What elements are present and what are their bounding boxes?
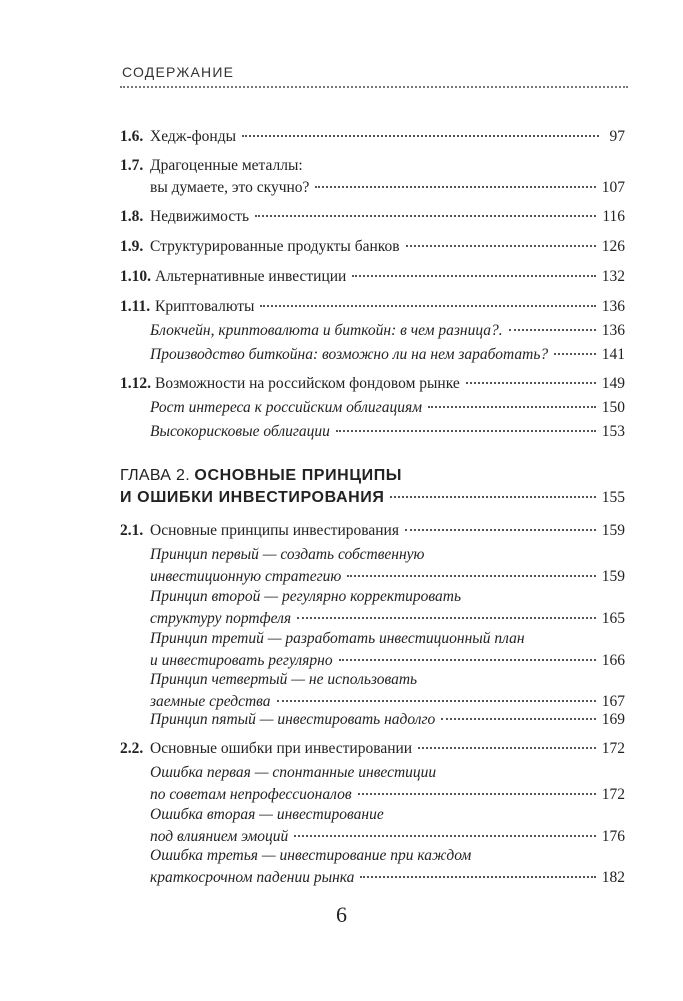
leader-dots (297, 617, 596, 619)
toc-subentry-title-line2: инвестиционную стратегию (150, 568, 342, 585)
leader-dots (339, 659, 596, 661)
leader-dots (509, 329, 596, 331)
toc-subentry-title: Принцип пятый — инвестировать надолго (150, 711, 436, 728)
toc-subentry-title: Рост интереса к российским облигациям (150, 399, 423, 416)
leader-dots (418, 747, 596, 749)
toc-subentry-blockchain[interactable] (120, 320, 625, 342)
header-dotted-rule (120, 86, 628, 88)
toc-entry-number: 1.12. (120, 375, 151, 392)
toc-entry-1-10[interactable] (120, 266, 625, 288)
toc-subentry-principle-3[interactable] (120, 628, 625, 672)
toc-subentry-page: 136 (601, 322, 625, 339)
leader-dots (428, 406, 596, 408)
toc-subentry-title-line2: заемные средства (150, 693, 271, 710)
leader-dots (347, 575, 595, 577)
toc-entry-page: 132 (601, 268, 625, 285)
toc-subentry-mistake-1[interactable] (120, 762, 625, 806)
toc-entry-title: Основные ошибки при инвестировании (150, 740, 413, 757)
toc-subentry-bitcoin-mining[interactable] (120, 344, 625, 366)
toc-entry-title: Альтернативные инвестиции (155, 268, 347, 285)
leader-dots (405, 529, 596, 531)
toc-entry-page: 149 (601, 375, 625, 392)
leader-dots (260, 305, 595, 307)
toc-entry-title-line1: Драгоценные металлы: (150, 157, 303, 174)
toc-entry-number: 1.6. (120, 128, 144, 145)
toc-subentry-title-line2: под влиянием эмоций (150, 828, 289, 845)
toc-subentry-principle-4[interactable] (120, 669, 625, 713)
toc-entry-2-2[interactable] (120, 738, 625, 760)
toc-subentry-title: Высокорисковые облигации (150, 423, 330, 440)
leader-dots (242, 135, 599, 137)
toc-subentry-page: 150 (601, 399, 625, 416)
toc-subentry-title-line1: Принцип первый — создать собственную (150, 546, 425, 563)
toc-entry-title: Хедж-фонды (150, 128, 237, 145)
toc-subentry-title-line1: Ошибка вторая — инвестирование (150, 806, 384, 823)
toc-subentry-mistake-3[interactable] (120, 845, 625, 889)
toc-entry-page: 116 (602, 208, 625, 225)
toc-subentry-title-line2: краткосрочном падении рынка (150, 869, 355, 886)
toc-entry-2-1[interactable] (120, 520, 625, 542)
leader-dots (336, 430, 596, 432)
toc-entry-page: 97 (609, 128, 625, 145)
toc-entry-1-6[interactable] (120, 126, 625, 148)
toc-entry-number: 1.8. (120, 208, 144, 225)
toc-entry-number: 1.7. (120, 157, 144, 174)
leader-dots (358, 793, 596, 795)
leader-dots (466, 382, 596, 384)
toc-entry-number: 1.9. (120, 238, 144, 255)
toc-subentry-page: 169 (601, 711, 625, 728)
toc-entry-title: Структурированные продукты банков (150, 238, 400, 255)
toc-subentry-high-risk-bonds[interactable] (120, 421, 625, 443)
toc-subentry-title: Производство биткойна: возможно ли на нем заработать? (150, 346, 549, 363)
toc-subentry-page: 176 (601, 828, 625, 845)
toc-subentry-page: 153 (601, 423, 625, 440)
toc-entry-title: Криптовалюты (155, 298, 255, 315)
toc-subentry-principle-5[interactable] (120, 709, 625, 731)
toc-subentry-page: 167 (601, 693, 625, 710)
toc-entry-title: Основные принципы инвестирования (150, 522, 399, 539)
toc-entry-1-8[interactable] (120, 206, 625, 228)
leader-dots (360, 876, 595, 878)
toc-entry-page: 107 (601, 179, 625, 196)
toc-entry-page: 126 (601, 238, 625, 255)
toc-entry-title: Возможности на российском фондовом рынке (155, 375, 460, 392)
toc-entry-number: 2.2. (120, 740, 144, 757)
toc-subentry-title-line2: структуру портфеля (150, 610, 292, 627)
toc-subentry-title-line2: и инвестировать регулярно (150, 652, 333, 669)
chapter-page: 155 (601, 489, 625, 506)
toc-entry-page: 159 (601, 522, 625, 539)
toc-entry-title-line2: вы думаете, это скучно? (150, 179, 310, 196)
toc-subentry-title-line1: Принцип четвертый — не использовать (150, 671, 418, 688)
toc-entry-1-11[interactable] (120, 296, 625, 318)
toc-entry-number: 1.10. (120, 268, 151, 285)
toc-entry-number: 1.11. (120, 298, 151, 315)
toc-subentry-page: 159 (601, 568, 625, 585)
toc-chapter-2[interactable] (120, 465, 625, 509)
toc-subentry-page: 182 (601, 869, 625, 886)
page-number: 6 (336, 902, 347, 927)
toc-entry-1-9[interactable] (120, 236, 625, 258)
toc-subentry-page: 141 (601, 346, 625, 363)
leader-dots (390, 496, 595, 498)
toc-entry-page: 172 (601, 740, 625, 757)
chapter-title-line2: И ОШИБКИ ИНВЕСТИРОВАНИЯ (120, 489, 385, 506)
leader-dots (294, 835, 595, 837)
page-header-title: СОДЕРЖАНИЕ (122, 64, 235, 80)
toc-subentry-principle-1[interactable] (120, 544, 625, 588)
leader-dots (255, 215, 596, 217)
toc-subentry-title-line1: Ошибка третья — инвестирование при каждом (150, 847, 472, 864)
toc-subentry-page: 166 (601, 652, 625, 669)
toc-entry-title: Недвижимость (150, 208, 250, 225)
toc-entry-page: 136 (601, 298, 625, 315)
toc-subentry-russian-bonds[interactable] (120, 397, 625, 419)
toc-subentry-title-line1: Принцип второй — регулярно корректировать (150, 588, 462, 605)
toc-subentry-title: Блокчейн, криптовалюта и биткойн: в чем разница?. (150, 322, 503, 339)
toc-entry-1-12[interactable] (120, 373, 625, 395)
chapter-label: ГЛАВА 2. (120, 467, 190, 484)
leader-dots (554, 353, 596, 355)
toc-entry-1-7[interactable] (120, 155, 625, 199)
toc-subentry-page: 165 (601, 610, 625, 627)
toc-subentry-mistake-2[interactable] (120, 804, 625, 848)
leader-dots (441, 718, 595, 720)
leader-dots (352, 275, 595, 277)
toc-subentry-page: 172 (601, 786, 625, 803)
chapter-title-line1: ОСНОВНЫЕ ПРИНЦИПЫ (194, 467, 403, 484)
toc-entry-number: 2.1. (120, 522, 144, 539)
leader-dots (406, 245, 596, 247)
toc-subentry-title-line1: Ошибка первая — спонтанные инвестиции (150, 764, 437, 781)
toc-subentry-principle-2[interactable] (120, 586, 625, 630)
toc-subentry-title-line2: по советам непрофессионалов (150, 786, 352, 803)
toc-subentry-title-line1: Принцип третий — разработать инвестиционный план (150, 630, 525, 647)
leader-dots (315, 186, 595, 188)
leader-dots (277, 700, 596, 702)
